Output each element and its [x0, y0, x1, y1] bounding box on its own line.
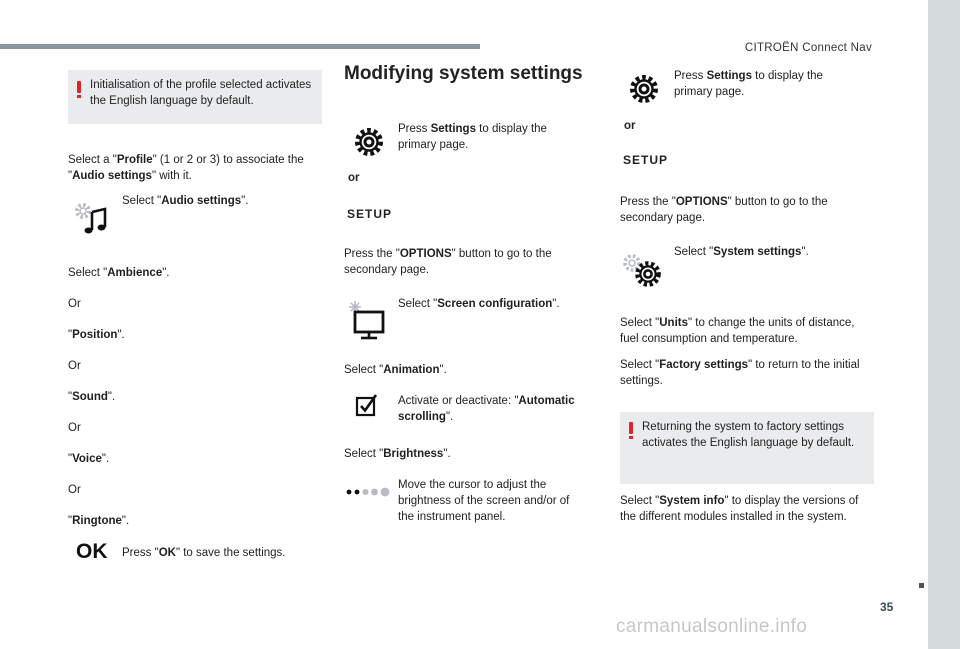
warning-note-language [68, 70, 322, 124]
factory-settings-instruction: Select "Factory settings" to return to the initial settings. [620, 359, 860, 387]
settings-gear-icon [627, 72, 661, 106]
units-instruction: Select "Units" to change the units of distance, fuel consumption and temperature. [620, 317, 855, 345]
system-settings-gears-icon [620, 250, 664, 290]
or-separator: or [624, 120, 636, 132]
or-separator: or [348, 172, 360, 184]
warning-icon [77, 81, 81, 98]
options-instruction: Press the "OPTIONS" button to go to the secondary page. [344, 248, 552, 276]
warning-note-factory-reset [620, 412, 874, 484]
page-side-strip [928, 0, 960, 649]
section-title: Modifying system settings [344, 63, 583, 84]
or-separator: Or [68, 360, 81, 372]
page-number: 35 [880, 600, 894, 614]
press-settings-text: Press Settings to display the primary page. [674, 70, 823, 98]
press-settings-text: Press Settings to display the primary page. [398, 123, 547, 151]
brightness-slider-icon [346, 486, 392, 498]
select-audio-settings-text: Select "Audio settings". [122, 195, 249, 207]
automatic-scrolling-text: Activate or deactivate: "Automatic scrolling". [398, 395, 575, 423]
or-separator: Or [68, 298, 81, 310]
cursor-instruction: Move the cursor to adjust the brightness of the screen and/or of the instrument panel. [398, 479, 570, 523]
system-info-instruction: Select "System info" to display the versions of the different modules installed in the system. [620, 495, 859, 523]
profile-instruction: Select a "Profile" (1 or 2 or 3) to associate the "Audio settings" with it. [68, 154, 304, 182]
ok-button-icon: OK [76, 540, 108, 563]
warning-note-text: Initialisation of the profile selected activates the English language by default. [90, 79, 312, 107]
select-screen-configuration-text: Select "Screen configuration". [398, 298, 560, 310]
animation-option: Select "Animation". [344, 364, 447, 376]
position-option: "Position". [68, 329, 125, 341]
header-rule [0, 44, 480, 49]
warning-icon [629, 422, 633, 439]
warning-note-text: Returning the system to factory settings activates the English language by default. [642, 421, 855, 449]
sound-option: "Sound". [68, 391, 116, 403]
audio-settings-icon [72, 198, 112, 238]
brand-header: CITROËN Connect Nav [744, 42, 872, 54]
voice-option: "Voice". [68, 453, 110, 465]
ambience-option: Select "Ambience". [68, 267, 170, 279]
checkbox-checked-icon [354, 392, 380, 418]
or-separator: Or [68, 422, 81, 434]
ringtone-option: "Ringtone". [68, 515, 130, 527]
setup-button-label: SETUP [623, 153, 669, 167]
select-system-settings-text: Select "System settings". [674, 246, 809, 258]
options-instruction: Press the "OPTIONS" button to go to the secondary page. [620, 196, 828, 224]
setup-button-label: SETUP [347, 207, 393, 221]
settings-gear-icon [352, 125, 386, 159]
ok-instruction: Press "OK" to save the settings. [122, 547, 286, 559]
watermark: carmanualsonline.info [616, 616, 808, 637]
screen-configuration-icon [346, 299, 386, 343]
page-end-marker [919, 583, 924, 588]
or-separator: Or [68, 484, 81, 496]
brightness-option: Select "Brightness". [344, 448, 451, 460]
